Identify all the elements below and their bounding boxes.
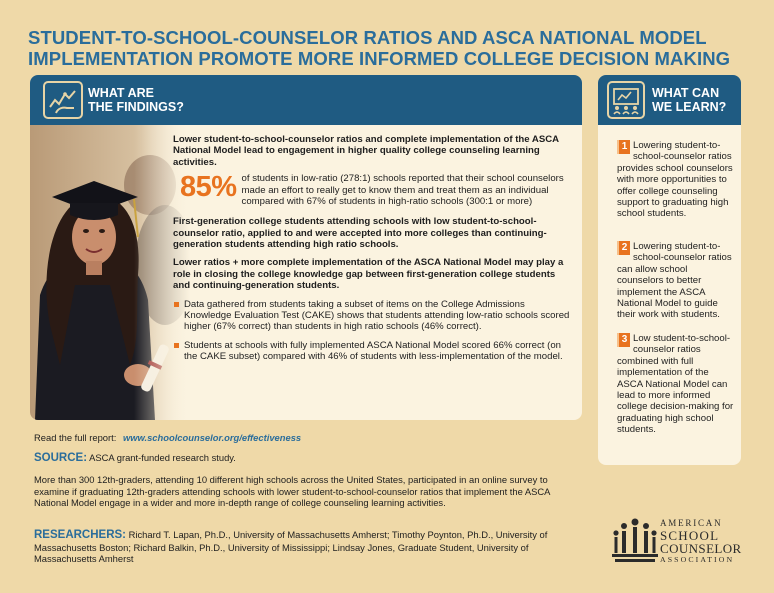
researchers — [34, 529, 582, 565]
logo-line-2: SCHOOL — [660, 528, 720, 543]
findings-heading-line-2: THE FINDINGS? — [88, 99, 184, 114]
asca-emblem-icon — [612, 516, 658, 568]
source-text: ASCA grant-funded research study. — [89, 452, 236, 463]
finding-knowledge-gap: Lower ratios + more complete implementation of the ASCA National Model may play a role in closing the college knowledge gap between first-generation college students and continuing-generation students. — [173, 257, 564, 292]
title-line-2: IMPLEMENTATION PROMOTE MORE INFORMED COLLEGE DECISION MAKING — [28, 48, 731, 69]
learn-item-text: Lowering student-to-school-counselor ratios provides school counselors with more opportunities to offer college counseling support to graduating high school students. — [617, 140, 733, 220]
learn-item-3 — [617, 333, 735, 436]
finding-first-generation: First-generation college students attending schools with low student-to-school-counselor ratio, applied to and were accepted into more colleges than continuing-generation students attending high ratio schools. — [173, 216, 547, 251]
methodology-text: More than 300 12th-graders, attending 10 different high schools across the United States, participated in an online survey to examine if graduating 12th-graders attending schools with lower student-to-school-counselor ratios that implement the ASCA National Model engage in a wider and more in-depth range of college counseling learning activities. — [34, 474, 550, 509]
learn-heading — [652, 87, 726, 114]
learn-number-badge: 3 — [617, 333, 630, 347]
learn-heading-line-1: WHAT CAN — [652, 86, 720, 100]
read-full-report — [34, 432, 582, 444]
asca-logo — [612, 516, 742, 568]
graduate-photo — [30, 125, 190, 420]
learn-panel — [598, 75, 741, 465]
stat-value: 85% — [180, 171, 237, 204]
learn-number-badge: 1 — [617, 140, 630, 154]
source — [34, 452, 582, 465]
stat-block — [173, 173, 573, 209]
learn-header — [598, 75, 741, 125]
findings-heading-line-1: WHAT ARE — [88, 86, 154, 100]
stat-text: of students in low-ratio (278:1) schools reported that their school counselors made an effort to really get to know them and treat them as an individual compared with 67% of students in high-ratio schools (300:1 or more) — [241, 173, 564, 208]
logo-line-1: AMERICAN — [660, 518, 723, 528]
findings-panel — [30, 75, 582, 420]
read-full-label: Read the full report: — [34, 432, 117, 443]
findings-header — [30, 75, 582, 125]
learn-item-text: Low student-to-school-counselor ratios combined with full implementation of the ASCA National Model can lead to more informed college decision-making for graduating high school students. — [617, 333, 734, 436]
source-label: SOURCE: — [34, 452, 88, 464]
page-title — [28, 27, 758, 69]
learn-number-badge: 2 — [617, 241, 630, 255]
learn-heading-line-2: WE LEARN? — [652, 99, 727, 114]
finding-bullet: Data gathered from students taking a subset of items on the College Admissions Knowledge Evaluation Test (CAKE) shows that students attending low-ratio schools scored higher (67% correct) than students in high ratio schools (46% correct). — [173, 299, 573, 333]
presentation-board-icon — [607, 81, 645, 119]
learn-item-1 — [617, 140, 735, 220]
findings-content — [173, 134, 573, 370]
title-line-1: STUDENT-TO-SCHOOL-COUNSELOR RATIOS AND ASCA NATIONAL MODEL — [28, 27, 707, 48]
learn-item-2 — [617, 241, 735, 321]
researchers-label: RESEARCHERS: — [34, 529, 127, 541]
finding-bullet: Students at schools with fully implemented ASCA National Model scored 66% correct (on the CAKE subset) compared with 46% of students with less-implementation of the model. — [173, 340, 573, 363]
logo-line-4: ASSOCIATION — [660, 555, 735, 564]
chart-hand-icon — [43, 81, 83, 119]
learn-item-text: Lowering student-to-school-counselor ratios can allow school counselors to better implement the ASCA National Model to guide their work with students. — [617, 241, 732, 321]
asca-wordmark — [660, 518, 742, 565]
findings-lead: Lower student-to-school-counselor ratios and complete implementation of the ASCA National Model lead to engagement in higher quality college counseling learning activities. — [173, 134, 559, 168]
logo-line-3: COUNSELOR — [660, 541, 742, 556]
findings-heading — [88, 87, 184, 114]
report-link[interactable]: www.schoolcounselor.org/effectiveness — [122, 432, 302, 443]
researchers-text: Richard T. Lapan, Ph.D., University of Massachusetts Amherst; Timothy Poynton, Ph.D., University of Massachusetts Boston; Richard Balkin, Ph.D., University of Mississippi; Lindsay Jones, Graduate Student, University of Massachusetts Amherst — [34, 529, 548, 565]
